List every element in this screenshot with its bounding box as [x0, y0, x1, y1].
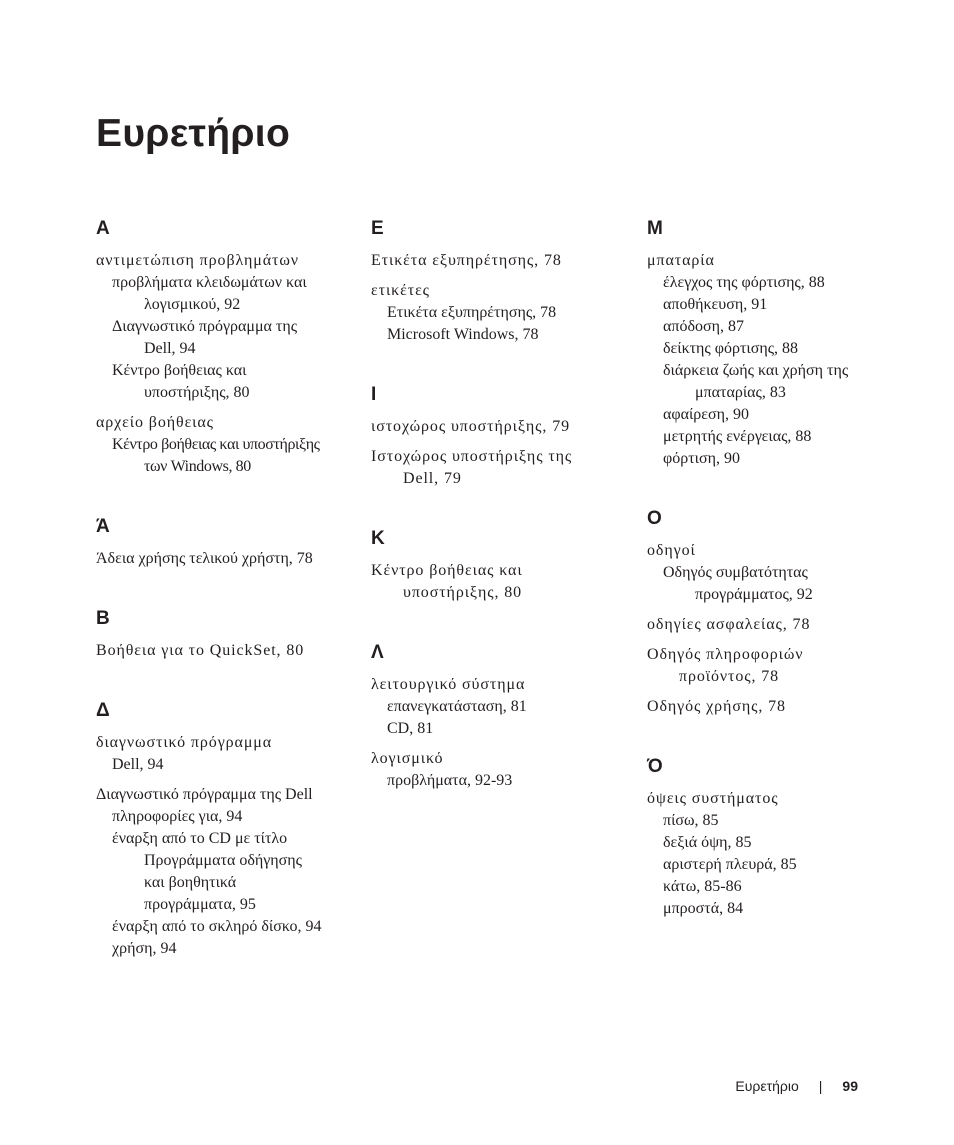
entry-term: Διαγνωστικό πρόγραμμα της Dell — [96, 786, 313, 803]
entry-term: οδηγίες ασφαλείας, 78 — [647, 616, 811, 633]
entry-term: λειτουργικό σύστημα — [371, 676, 526, 693]
subentry-continuation: μπαταρίας, 83 — [695, 384, 786, 401]
subentry: αποθήκευση, 91 — [663, 296, 768, 313]
entry-term: όψεις συστήματος — [647, 790, 779, 807]
index-entry — [371, 446, 641, 490]
subentry: Διαγνωστικό πρόγραμμα της — [112, 318, 298, 335]
index-entry — [371, 416, 641, 438]
subentry: δεξιά όψη, 85 — [663, 834, 752, 851]
subentry: αριστερή πλευρά, 85 — [663, 856, 797, 873]
subentry: προβλήματα κλειδωμάτων και — [112, 274, 307, 291]
subentry-continuation: προγράμματος, 92 — [695, 586, 813, 603]
index-section-o-tonos — [647, 756, 917, 920]
entry-term: λογισμικό — [371, 750, 444, 767]
subentry-continuation: προγράμματα, 95 — [144, 896, 256, 913]
subentry: πληροφορίες για, 94 — [112, 808, 243, 825]
entry-term: αντιμετώπιση προβλημάτων — [96, 252, 299, 269]
subentry: διάρκεια ζωής και χρήση της — [663, 362, 849, 379]
section-letter: M — [647, 218, 663, 239]
subentry-continuation: Προγράμματα οδήγησης — [144, 852, 302, 869]
index-section-e — [371, 218, 641, 346]
entry-term: Ιστοχώρος υποστήριξης της — [371, 448, 573, 465]
footer-section-name: Ευρετήριο — [735, 1078, 799, 1094]
entry-continuation: Dell, 79 — [403, 470, 462, 487]
footer-separator: | — [818, 1078, 823, 1094]
index-entry — [96, 548, 366, 570]
entry-term: ετικέτες — [371, 282, 430, 299]
subentry-continuation: υποστήριξης, 80 — [144, 384, 250, 401]
index-section-l — [371, 642, 641, 792]
entry-term: αρχείο βοήθειας — [96, 414, 214, 431]
section-letter: B — [96, 608, 110, 629]
entry-continuation: προϊόντος, 78 — [679, 668, 780, 685]
index-section-k — [371, 528, 641, 604]
entry-term: Οδηγός χρήσης, 78 — [647, 698, 786, 715]
index-entry — [96, 640, 366, 662]
subentry: Microsoft Windows, 78 — [387, 326, 539, 343]
subentry: Κέντρο βοήθειας και υποστήριξης — [112, 436, 320, 453]
subentry: επανεγκατάσταση, 81 — [387, 698, 527, 715]
section-letter: Δ — [96, 700, 110, 721]
subentry: Οδηγός συμβατότητας — [663, 564, 808, 581]
entry-term: Βοήθεια για το QuickSet, 80 — [96, 642, 305, 659]
subentry: αφαίρεση, 90 — [663, 406, 749, 423]
section-letter: K — [371, 528, 385, 549]
index-entry — [647, 614, 917, 636]
subentry: χρήση, 94 — [112, 940, 177, 957]
index-section-o — [647, 508, 917, 718]
index-entry — [96, 784, 366, 960]
subentry: πίσω, 85 — [663, 812, 719, 829]
index-section-b — [96, 608, 366, 662]
index-entry — [371, 280, 641, 346]
index-section-i — [371, 384, 641, 490]
index-column-2 — [371, 218, 641, 830]
index-entry — [371, 560, 641, 604]
subentry: CD, 81 — [387, 720, 434, 737]
subentry: Κέντρο βοήθειας και — [112, 362, 247, 379]
index-section-d — [96, 700, 366, 960]
index-entry — [96, 250, 366, 404]
subentry: Dell, 94 — [112, 756, 164, 773]
entry-term: διαγνωστικό πρόγραμμα — [96, 734, 273, 751]
subentry: κάτω, 85-86 — [663, 878, 742, 895]
entry-term: Κέντρο βοήθειας και — [371, 562, 523, 579]
index-entry — [647, 250, 917, 470]
subentry: προβλήματα, 92-93 — [387, 772, 513, 789]
section-letter: I — [371, 384, 377, 405]
entry-term: οδηγοί — [647, 542, 696, 559]
index-section-m — [647, 218, 917, 470]
subentry: απόδοση, 87 — [663, 318, 744, 335]
section-letter: E — [371, 218, 384, 239]
page-title: Ευρετήριο — [96, 112, 291, 155]
index-entry — [371, 250, 641, 272]
index-section-a-tonos — [96, 516, 366, 570]
index-entry — [647, 696, 917, 718]
index-column-3 — [647, 218, 917, 958]
subentry: μπροστά, 84 — [663, 900, 744, 917]
index-entry — [371, 674, 641, 740]
subentry: μετρητής ενέργειας, 88 — [663, 428, 812, 445]
subentry: έναρξη από το σκληρό δίσκο, 94 — [112, 918, 322, 935]
entry-term: Ετικέτα εξυπηρέτησης, 78 — [371, 252, 562, 269]
subentry: Ετικέτα εξυπηρέτησης, 78 — [387, 304, 557, 321]
index-entry — [96, 732, 366, 776]
index-section-a — [96, 218, 366, 478]
entry-term: ιστοχώρος υποστήριξης, 79 — [371, 418, 571, 435]
index-entry — [96, 412, 366, 478]
subentry: δείκτης φόρτισης, 88 — [663, 340, 799, 357]
entry-term: μπαταρία — [647, 252, 715, 269]
page-footer — [735, 1077, 858, 1095]
page-number: 99 — [842, 1078, 858, 1094]
index-entry — [647, 644, 917, 688]
subentry-continuation: λογισμικού, 92 — [144, 296, 241, 313]
subentry-continuation: των Windows, 80 — [144, 458, 251, 475]
entry-continuation: υποστήριξης, 80 — [403, 584, 523, 601]
section-letter: Λ — [371, 642, 384, 663]
section-letter: Ό — [647, 756, 663, 777]
section-letter: O — [647, 508, 662, 529]
section-letter: Ά — [96, 516, 110, 537]
index-entry — [371, 748, 641, 792]
entry-term: Οδηγός πληροφοριών — [647, 646, 804, 663]
subentry: φόρτιση, 90 — [663, 450, 740, 467]
subentry-continuation: Dell, 94 — [144, 340, 196, 357]
index-entry — [647, 540, 917, 606]
subentry-continuation: και βοηθητικά — [144, 874, 237, 891]
index-column-1 — [96, 218, 366, 998]
subentry: έλεγχος της φόρτισης, 88 — [663, 274, 825, 291]
section-letter: A — [96, 218, 110, 239]
entry-term: Άδεια χρήσης τελικού χρήστη, 78 — [96, 550, 313, 567]
index-entry — [647, 788, 917, 920]
subentry: έναρξη από το CD με τίτλο — [112, 830, 288, 847]
